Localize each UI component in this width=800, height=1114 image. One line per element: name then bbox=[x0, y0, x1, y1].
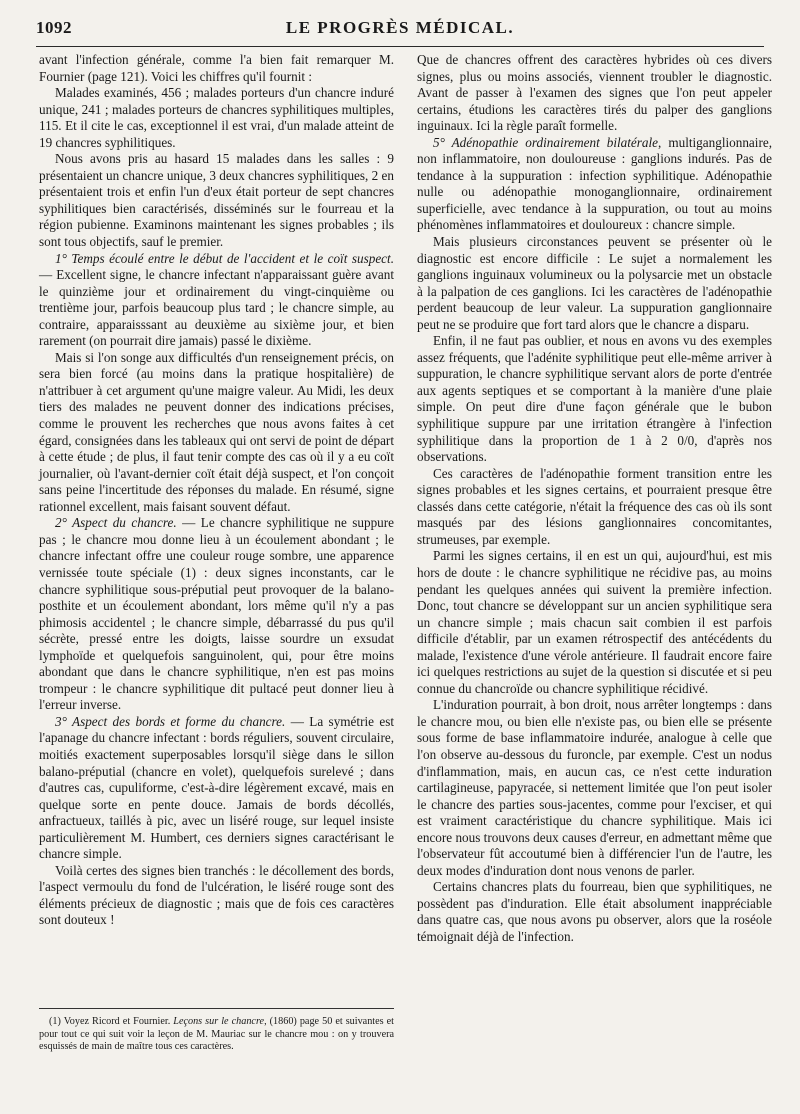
section-heading: 3° Aspect des bords et forme du chancre. bbox=[55, 713, 286, 729]
section-heading: 2° Aspect du chancre. bbox=[55, 515, 177, 531]
paragraph: Nous avons pris au hasard 15 malades dans les salles : 9 présentaient un chancre unique, 3 deux chancres syphilitiques, 2 en présentaient trois et enfin l'un d'eux était porteur de sept chancres syphilitiques bien caractérisés, disséminés sur le fourreau et la région pubienne. Examinons maintenant les signes probables ; ils sont tous objectifs, sauf le premier. bbox=[39, 151, 394, 250]
paragraph bbox=[417, 135, 772, 234]
footnote-text: (1) Voyez Ricord et Fournier. Leçons sur le chancre, (1860) page 50 et suivantes et pour tout ce qui suit voir la leçon de M. Mauriac sur le chancre mou : on y trouvera esquissés de main de maître tous ces caractères. bbox=[39, 1016, 395, 1053]
paragraph: Voilà certes des signes bien tranchés : le décollement des bords, l'aspect vermoulu du fond de l'ulcération, le liséré rouge sont des éléments précieux de diagnostic ; mais que de fois ces caractères sont douteux ! bbox=[39, 862, 394, 928]
section-heading: 1° Temps écoulé entre le début de l'accident et le coït suspect. bbox=[55, 250, 394, 266]
paragraph: Enfin, il ne faut pas oublier, et nous en avons vu des exemples assez fréquents, que l'adénite syphilitique peut elle-même arriver à suppuration, le chancre syphilitique servant alors de porte d'entrée aux agents septiques et se comportant à la manière d'une plaie simple. On peut dire d'une façon générale que le bubon syphilitique suppure par une irritation étrangère à l'infection syphilitique dans la proportion de 1 à 2 0/0, d'après nos observations. bbox=[417, 333, 772, 465]
paragraph-text: — Le chancre syphilitique ne suppure pas ; le chancre mou donne lieu à un écoulement abondant ; le chancre infectant offre une couleur rouge sombre, une apparence vernissée toute spéciale (1) : deux signes inconstants, car le chancre syphilitique sous-préputial peut provoquer de la balano-posthite et un écoulement abondant, lors même qu'il n'y a pas phimosis accidentel ; le chancre simple, débarrassé du pus qu'il sécrète, pressé entre les doigts, laisse sourdre un exsudat lymphoïde et quelquefois sanguinolent, qui, pour être moins abondant que dans le chancre syphilitique, n'en est pas moins trompeur : le chancre syphilitique dit pultacé peut donner lieu à l'erreur inverse. bbox=[39, 515, 395, 713]
section-heading: 5° Adénopathie ordinairement bilatérale bbox=[433, 134, 659, 150]
page-number: 1092 bbox=[36, 18, 72, 37]
paragraph: L'induration pourrait, à bon droit, nous arrêter longtemps : dans le chancre mou, ou bien elle n'existe pas, ou bien elle se présente sous forme de base inflammatoire indurée, analogue à celle que l'on observe au-dessous du furoncle, par exemple. C'est un nodus d'inflammation, mais, en aucun cas, ce n'est cette induration cartilagineuse, papyracée, si nettement limitée que l'on peut isoler le chancre des parties sous-jacentes, comme pour l'exciser, et qui est vraiment caractéristique du chancre syphilitique. Mais ici encore nous trouvons deux causes d'erreur, en admettant même que l'observateur fût accoutumé bien à différencier l'un de l'autre, les deux modes d'induration dont nous venons de parler. bbox=[417, 697, 772, 878]
paragraph-text: — La symétrie est l'apanage du chancre infectant : bords réguliers, souvent circulaire, moitiés exactement superposables lorsqu'il siège dans le sillon balano-préputial (chancre en volet), quelquefois surelevé ; dans d'autres cas, cupuliforme, c'est-à-dire légèrement excavé, mais en quelque sorte en pente douce. Jamais de bords décollés, anfractueux, taillés à pic, avec un liséré rouge, sur lequel insiste particulièrement M. Humbert, ces derniers signes caractérisant le chancre simple. bbox=[39, 713, 394, 862]
paragraph bbox=[39, 515, 394, 714]
paragraph-text: — Excellent signe, le chancre infectant n'apparaissant guère avant le quinzième jour et ordinairement du vingt-cinquième ou trentième jour, parfois beaucoup plus tard ; le chancre simple, au contraire, apparaisssant au deuxième au sixième jour, et bien rarement (on pourrait dire jamais) passé le dixième. bbox=[39, 267, 394, 349]
footnote-divider bbox=[39, 1008, 394, 1009]
footnote-book-title: Leçons sur le chancre bbox=[173, 1016, 265, 1027]
journal-title: LE PROGRÈS MÉDICAL. bbox=[285, 18, 515, 37]
paragraph: Certains chancres plats du fourreau, bien que syphilitiques, ne possèdent pas d'induration. Elle était absolument inappréciable dans quatre cas, que nous avons pu observer, alors que la roséole témoignait déjà de l'infection. bbox=[417, 879, 772, 944]
paragraph-text: , multiganglionnaire, non inflammatoire, non douloureuse : ganglions indurés. Pas de tendance à la suppuration : infection syphilitique. Adénopathie nulle ou adénopathie monoganglionnaire, ordinairement superficielle, avec tendance à la suppuration, ou tout au moins phénomènes inflammatoires et douloureux : chancre simple. bbox=[417, 134, 772, 233]
page-header bbox=[36, 16, 764, 47]
paragraph: Que de chancres offrent des caractères hybrides où ces divers signes, plus ou moins associés, viennent troubler le diagnostic. Avant de passer à l'examen des signes que l'on peut appeler certains, étudions les caractères tirés du palper des ganglions inguinaux. Ici la règle paraît formelle. bbox=[417, 52, 772, 134]
paragraph: Ces caractères de l'adénopathie forment transition entre les signes probables et les signes certains, et pourraient presque être classés dans cette catégorie, n'était la fréquence des cas où ils sont masqués par des lésions ganglionnaires concomitantes, strumeuses, par exemple. bbox=[417, 465, 772, 547]
right-column bbox=[417, 52, 772, 946]
left-column bbox=[39, 52, 394, 929]
paragraph: Parmi les signes certains, il en est un qui, aujourd'hui, est mis hors de doute : le chancre syphilitique ne récidive pas, au moins pendant les quelques années qui suivent la première infection. Donc, tout chancre se développant sur un ancien syphilitique sera un chancre simple ; mais chacun sait combien il est parfois difficile d'établir, par un examen rétrospectif des antécédents du malade, l'existence d'une vérole antérieure. Il faudrait encore faire ici quelques restrictions au sujet de la question si discutée et si peu connue du chancroïde ou chancre syphilitique récidivé. bbox=[417, 548, 772, 696]
paragraph bbox=[39, 714, 394, 863]
paragraph: Malades examinés, 456 ; malades porteurs d'un chancre induré unique, 241 ; malades porteurs de chancres syphilitiques multiples, 115. Et il cite le cas, exceptionnel il est vrai, d'un malade atteint de 19 chancres syphilitiques. bbox=[39, 85, 394, 150]
paragraph: Mais plusieurs circonstances peuvent se présenter où le diagnostic est encore difficile : Le sujet a normalement les ganglions inguinaux volumineux ou la polysarcie met un obstacle à la palpation de ces ganglions. Ici les caractères de l'adénopathie perdent beaucoup de leur valeur. La suppuration ganglionnaire peut ne se produire que fort tard alors que le chancre a disparu. bbox=[417, 234, 772, 332]
paragraph: Mais si l'on songe aux difficultés d'un renseignement précis, on sera bien forcé (au moins dans la pratique hospitalière) de n'attribuer à cet argument qu'une maigre valeur. Au Midi, les deux tiers des malades ne peuvent donner des indications précises, comme le prouvent les recherches que nous avons faites à cet égard, consignées dans les tableaux qui ont servi de point de départ à cette étude ; de plus, il faut tenir compte des cas où il y a eu coït journalier, où l'avant-dernier coït était déjà suspect, et l'on conçoit sans peine l'incertitude des réponses du malade. En résumé, signe rationnel excellent, mais faisant souvent défaut. bbox=[39, 349, 394, 514]
paragraph bbox=[39, 251, 394, 350]
footnote bbox=[39, 1016, 394, 1054]
paragraph: avant l'infection générale, comme l'a bien fait remarquer M. Fournier (page 121). Voici les chiffres qu'il fournit : bbox=[39, 52, 394, 84]
